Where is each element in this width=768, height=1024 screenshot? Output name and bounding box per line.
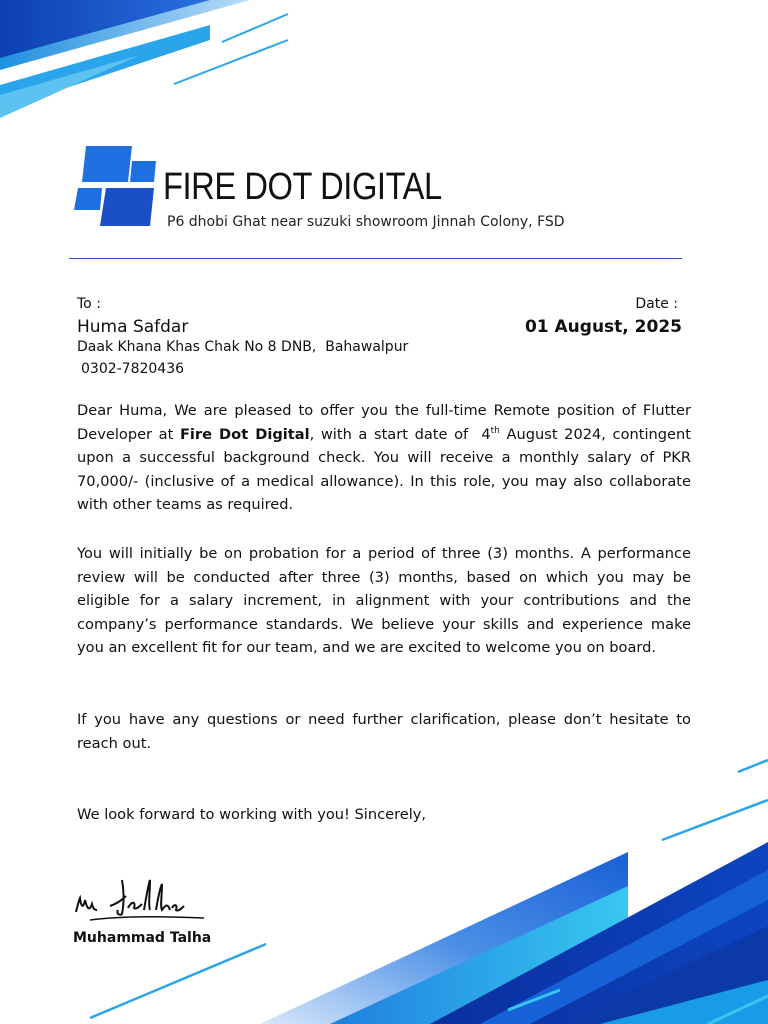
company-name-inline: Fire Dot Digital bbox=[179, 425, 310, 443]
letter-date: 01 August, 2025 bbox=[524, 317, 682, 337]
company-name: FIRE DOT DIGITAL bbox=[163, 166, 442, 208]
offer-text-2: , with a start date of 4 bbox=[309, 425, 491, 443]
contact-paragraph: If you have any questions or need further clarification, please don’t hesitate to reach out. bbox=[77, 711, 691, 752]
signature-image bbox=[70, 870, 210, 928]
recipient-address: Daak Khana Khas Chak No 8 DNB, Bahawalpur bbox=[77, 339, 409, 355]
company-address: P6 dhobi Ghat near suzuki showroom Jinnah Colony, FSD bbox=[167, 214, 565, 230]
recipient-phone: 0302-7820436 bbox=[81, 361, 185, 377]
closing-line: We look forward to working with you! Sincerely, bbox=[77, 806, 427, 823]
ordinal-suffix: th bbox=[490, 425, 500, 436]
header-divider bbox=[69, 258, 682, 259]
recipient-name: Huma Safdar bbox=[77, 317, 189, 337]
offer-text-3: August 2024, contingent upon a successful background check. You will receive a monthly salary of PKR 70,000/- (inclusive of a medical allowance). In this role, you may also collaborate with other teams as required. bbox=[77, 425, 691, 514]
date-label: Date : bbox=[635, 296, 678, 312]
signatory-name: Muhammad Talha bbox=[73, 930, 212, 946]
logo-mark-icon bbox=[72, 144, 160, 230]
to-label: To : bbox=[77, 296, 101, 312]
probation-paragraph: You will initially be on probation for a period of three (3) months. A performance review will be conducted after three (3) months, based on which you may be eligible for a salary increment, in alignment with your contributions and the company’s performance standards. We believe your skills and experience make you an excellent fit for our team, and we are excited to welcome you on board. bbox=[77, 545, 691, 657]
offer-paragraph bbox=[77, 399, 691, 517]
offer-text-1: Dear Huma, We are pleased to offer you the full-time Remote position of Flutter Developer at bbox=[77, 402, 691, 443]
